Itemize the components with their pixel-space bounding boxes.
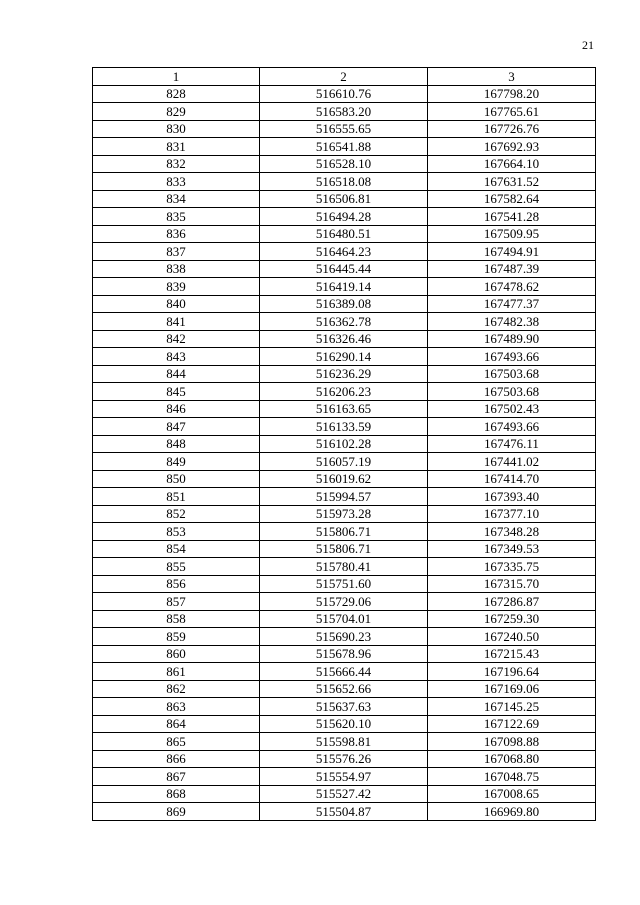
x-coordinate-cell: 516133.59 [260, 418, 428, 436]
y-coordinate-cell: 167215.43 [428, 645, 596, 663]
point-number-cell: 864 [93, 715, 260, 733]
y-coordinate-cell: 167798.20 [428, 85, 596, 103]
table-row [93, 243, 596, 261]
point-number-cell: 853 [93, 523, 260, 541]
y-coordinate-cell: 167726.76 [428, 120, 596, 138]
table-row [93, 85, 596, 103]
point-number-cell: 867 [93, 768, 260, 786]
y-coordinate-cell: 167008.65 [428, 785, 596, 803]
point-number-cell: 861 [93, 663, 260, 681]
y-coordinate-cell: 167582.64 [428, 190, 596, 208]
point-number-cell: 862 [93, 680, 260, 698]
y-coordinate-cell: 167286.87 [428, 593, 596, 611]
y-coordinate-cell: 167489.90 [428, 330, 596, 348]
x-coordinate-cell: 516057.19 [260, 453, 428, 471]
y-coordinate-cell: 167692.93 [428, 138, 596, 156]
table-row [93, 383, 596, 401]
x-coordinate-cell: 516541.88 [260, 138, 428, 156]
point-number-cell: 845 [93, 383, 260, 401]
table-row [93, 540, 596, 558]
column-header: 1 [93, 68, 260, 86]
y-coordinate-cell: 167664.10 [428, 155, 596, 173]
x-coordinate-cell: 515704.01 [260, 610, 428, 628]
x-coordinate-cell: 515806.71 [260, 540, 428, 558]
table-row [93, 610, 596, 628]
table-row [93, 208, 596, 226]
x-coordinate-cell: 515690.23 [260, 628, 428, 646]
point-number-cell: 850 [93, 470, 260, 488]
table-row [93, 155, 596, 173]
x-coordinate-cell: 515598.81 [260, 733, 428, 751]
table-row [93, 225, 596, 243]
x-coordinate-cell: 515554.97 [260, 768, 428, 786]
y-coordinate-cell: 167493.66 [428, 348, 596, 366]
table-row [93, 348, 596, 366]
x-coordinate-cell: 516518.08 [260, 173, 428, 191]
point-number-cell: 834 [93, 190, 260, 208]
table-row [93, 260, 596, 278]
table-row [93, 400, 596, 418]
x-coordinate-cell: 515652.66 [260, 680, 428, 698]
x-coordinate-cell: 515678.96 [260, 645, 428, 663]
y-coordinate-cell: 167377.10 [428, 505, 596, 523]
table-row [93, 803, 596, 821]
point-number-cell: 828 [93, 85, 260, 103]
table-row [93, 295, 596, 313]
x-coordinate-cell: 516464.23 [260, 243, 428, 261]
y-coordinate-cell: 167765.61 [428, 103, 596, 121]
point-number-cell: 842 [93, 330, 260, 348]
point-number-cell: 869 [93, 803, 260, 821]
x-coordinate-cell: 515620.10 [260, 715, 428, 733]
y-coordinate-cell: 166969.80 [428, 803, 596, 821]
point-number-cell: 833 [93, 173, 260, 191]
point-number-cell: 835 [93, 208, 260, 226]
y-coordinate-cell: 167502.43 [428, 400, 596, 418]
table-row [93, 453, 596, 471]
table-row [93, 558, 596, 576]
table-row [93, 190, 596, 208]
x-coordinate-cell: 516019.62 [260, 470, 428, 488]
x-coordinate-cell: 516389.08 [260, 295, 428, 313]
table-body [93, 85, 596, 820]
y-coordinate-cell: 167631.52 [428, 173, 596, 191]
table-row [93, 488, 596, 506]
point-number-cell: 856 [93, 575, 260, 593]
y-coordinate-cell: 167478.62 [428, 278, 596, 296]
table-row [93, 575, 596, 593]
table-row [93, 470, 596, 488]
x-coordinate-cell: 516326.46 [260, 330, 428, 348]
point-number-cell: 852 [93, 505, 260, 523]
y-coordinate-cell: 167349.53 [428, 540, 596, 558]
x-coordinate-cell: 515576.26 [260, 750, 428, 768]
point-number-cell: 858 [93, 610, 260, 628]
y-coordinate-cell: 167169.06 [428, 680, 596, 698]
point-number-cell: 844 [93, 365, 260, 383]
y-coordinate-cell: 167122.69 [428, 715, 596, 733]
point-number-cell: 841 [93, 313, 260, 331]
point-number-cell: 868 [93, 785, 260, 803]
x-coordinate-cell: 516206.23 [260, 383, 428, 401]
table-row [93, 120, 596, 138]
y-coordinate-cell: 167482.38 [428, 313, 596, 331]
point-number-cell: 831 [93, 138, 260, 156]
x-coordinate-cell: 516419.14 [260, 278, 428, 296]
x-coordinate-cell: 515729.06 [260, 593, 428, 611]
table-row [93, 680, 596, 698]
table-row [93, 628, 596, 646]
y-coordinate-cell: 167259.30 [428, 610, 596, 628]
y-coordinate-cell: 167503.68 [428, 365, 596, 383]
column-header: 2 [260, 68, 428, 86]
point-number-cell: 865 [93, 733, 260, 751]
y-coordinate-cell: 167477.37 [428, 295, 596, 313]
x-coordinate-cell: 515806.71 [260, 523, 428, 541]
table-row [93, 330, 596, 348]
point-number-cell: 857 [93, 593, 260, 611]
table-row [93, 138, 596, 156]
point-number-cell: 855 [93, 558, 260, 576]
point-number-cell: 830 [93, 120, 260, 138]
x-coordinate-cell: 516506.81 [260, 190, 428, 208]
table-row [93, 103, 596, 121]
table-row [93, 715, 596, 733]
point-number-cell: 854 [93, 540, 260, 558]
point-number-cell: 849 [93, 453, 260, 471]
coordinates-table [92, 67, 596, 821]
y-coordinate-cell: 167493.66 [428, 418, 596, 436]
table-row [93, 523, 596, 541]
x-coordinate-cell: 516163.65 [260, 400, 428, 418]
table-row [93, 418, 596, 436]
table-row [93, 645, 596, 663]
table-row [93, 435, 596, 453]
table-header-row [93, 68, 596, 86]
point-number-cell: 843 [93, 348, 260, 366]
point-number-cell: 863 [93, 698, 260, 716]
point-number-cell: 839 [93, 278, 260, 296]
y-coordinate-cell: 167494.91 [428, 243, 596, 261]
y-coordinate-cell: 167240.50 [428, 628, 596, 646]
point-number-cell: 859 [93, 628, 260, 646]
x-coordinate-cell: 516102.28 [260, 435, 428, 453]
x-coordinate-cell: 515994.57 [260, 488, 428, 506]
x-coordinate-cell: 515637.63 [260, 698, 428, 716]
x-coordinate-cell: 516610.76 [260, 85, 428, 103]
point-number-cell: 840 [93, 295, 260, 313]
y-coordinate-cell: 167315.70 [428, 575, 596, 593]
x-coordinate-cell: 515751.60 [260, 575, 428, 593]
table-row [93, 505, 596, 523]
y-coordinate-cell: 167487.39 [428, 260, 596, 278]
point-number-cell: 851 [93, 488, 260, 506]
table-row [93, 785, 596, 803]
x-coordinate-cell: 516290.14 [260, 348, 428, 366]
x-coordinate-cell: 515666.44 [260, 663, 428, 681]
table-row [93, 750, 596, 768]
y-coordinate-cell: 167145.25 [428, 698, 596, 716]
x-coordinate-cell: 515780.41 [260, 558, 428, 576]
point-number-cell: 836 [93, 225, 260, 243]
x-coordinate-cell: 516583.20 [260, 103, 428, 121]
point-number-cell: 832 [93, 155, 260, 173]
x-coordinate-cell: 515527.42 [260, 785, 428, 803]
point-number-cell: 847 [93, 418, 260, 436]
table-row [93, 278, 596, 296]
x-coordinate-cell: 516555.65 [260, 120, 428, 138]
point-number-cell: 837 [93, 243, 260, 261]
column-header: 3 [428, 68, 596, 86]
x-coordinate-cell: 516236.29 [260, 365, 428, 383]
x-coordinate-cell: 516445.44 [260, 260, 428, 278]
y-coordinate-cell: 167414.70 [428, 470, 596, 488]
table-row [93, 365, 596, 383]
x-coordinate-cell: 516494.28 [260, 208, 428, 226]
y-coordinate-cell: 167476.11 [428, 435, 596, 453]
y-coordinate-cell: 167068.80 [428, 750, 596, 768]
point-number-cell: 838 [93, 260, 260, 278]
y-coordinate-cell: 167503.68 [428, 383, 596, 401]
y-coordinate-cell: 167393.40 [428, 488, 596, 506]
point-number-cell: 860 [93, 645, 260, 663]
point-number-cell: 829 [93, 103, 260, 121]
table-row [93, 698, 596, 716]
x-coordinate-cell: 515504.87 [260, 803, 428, 821]
y-coordinate-cell: 167048.75 [428, 768, 596, 786]
y-coordinate-cell: 167348.28 [428, 523, 596, 541]
point-number-cell: 848 [93, 435, 260, 453]
y-coordinate-cell: 167196.64 [428, 663, 596, 681]
table-row [93, 593, 596, 611]
table-row [93, 663, 596, 681]
y-coordinate-cell: 167441.02 [428, 453, 596, 471]
point-number-cell: 866 [93, 750, 260, 768]
x-coordinate-cell: 516528.10 [260, 155, 428, 173]
y-coordinate-cell: 167098.88 [428, 733, 596, 751]
page-number: 21 [582, 38, 594, 52]
x-coordinate-cell: 516362.78 [260, 313, 428, 331]
y-coordinate-cell: 167335.75 [428, 558, 596, 576]
table-row [93, 768, 596, 786]
x-coordinate-cell: 516480.51 [260, 225, 428, 243]
y-coordinate-cell: 167509.95 [428, 225, 596, 243]
table-row [93, 733, 596, 751]
table-row [93, 313, 596, 331]
point-number-cell: 846 [93, 400, 260, 418]
y-coordinate-cell: 167541.28 [428, 208, 596, 226]
x-coordinate-cell: 515973.28 [260, 505, 428, 523]
table-row [93, 173, 596, 191]
